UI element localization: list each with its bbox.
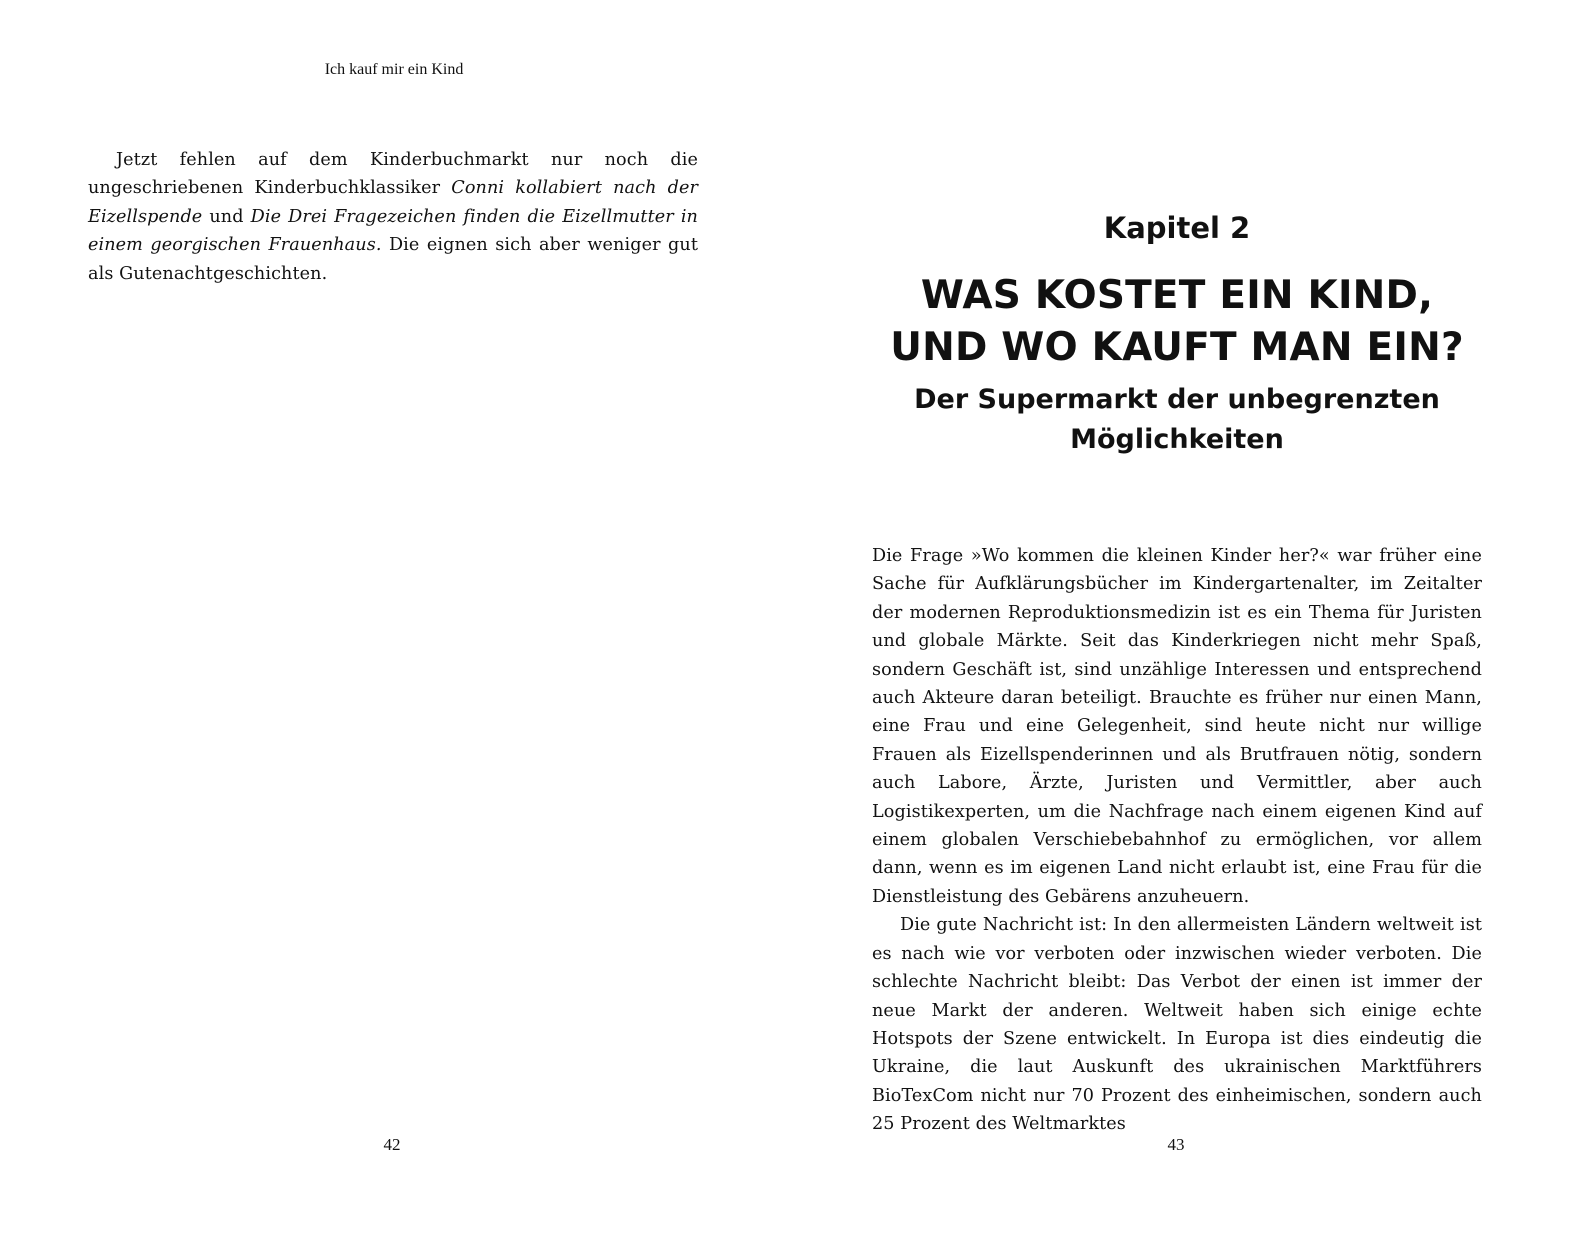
paragraph-text-3: Die eignen sich aber weniger gut als Gutenachtgeschichten. bbox=[88, 235, 698, 284]
chapter-title-line-2: UND WO KAUFT MAN EIN? bbox=[890, 325, 1464, 370]
left-paragraph bbox=[88, 146, 698, 288]
right-body-text bbox=[872, 542, 1482, 1139]
chapter-subtitle bbox=[872, 380, 1482, 460]
chapter-subtitle-line-1: Der Supermarkt der unbegrenzten bbox=[914, 384, 1440, 415]
paragraph-1: Die Frage »Wo kommen die kleinen Kinder her?« war früher eine Sache für Aufklärungsbücher im Kindergartenalter, im Zeitalter der modernen Reproduktionsmedizin ist es ein Thema für Juristen und globale Märkte. Seit das Kinderkriegen nicht mehr Spaß, sondern Geschäft ist, sind unzählige Interessen und entsprechend auch Akteure daran beteiligt. Brauchte es früher nur einen Mann, eine Frau und eine Gelegenheit, sind heute nicht nur willige Frauen als Eizellspenderinnen und als Brutfrauen nötig, sondern auch Labore, Ärzte, Juristen und Vermittler, aber auch Logistikexperten, um die Nachfrage nach einem eigenen Kind auf einem globalen Verschiebebahnhof zu ermöglichen, vor allem dann, wenn es im eigenen Land nicht erlaubt ist, eine Frau für die Dienstleistung des Gebärens anzuheuern. bbox=[872, 546, 1482, 907]
running-head: Ich kauf mir ein Kind bbox=[324, 61, 464, 78]
chapter-title bbox=[837, 270, 1517, 374]
right-page bbox=[797, 0, 1594, 1240]
page-number-left: 42 bbox=[383, 1135, 401, 1154]
paragraph-2: Die gute Nachricht ist: In den allermeisten Ländern weltweit ist es nach wie vor verboten oder inzwischen wieder verboten. Die schlechte Nachricht bleibt: Das Verbot der einen ist immer der neue Markt der anderen. Weltweit haben sich einige echte Hotspots der Szene entwickelt. In Europa ist dies eindeutig die Ukraine, die laut Auskunft des ukrainischen Marktführers BioTexCom nicht nur 70 Prozent des einheimischen, sondern auch 25 Prozent des Weltmarktes bbox=[872, 915, 1482, 1135]
page-number-right: 43 bbox=[1167, 1135, 1185, 1154]
paragraph-text-1: Jetzt fehlen auf dem Kinderbuchmarkt nur noch die ungeschriebenen Kinderbuchklassiker bbox=[88, 150, 698, 199]
book-title-conni: Conni kollabiert nach der Eizellspende bbox=[88, 178, 698, 227]
paragraph-text-2: und bbox=[202, 206, 251, 227]
book-title-fragezeichen: Die Drei Fragezeichen finden die Eizellmutter in einem georgischen Frauenhaus. bbox=[88, 206, 698, 256]
left-body-text bbox=[88, 146, 698, 288]
chapter-label: Kapitel 2 bbox=[1103, 211, 1251, 245]
chapter-title-line-1: WAS KOSTET EIN KIND, bbox=[920, 273, 1434, 318]
chapter-subtitle-line-2: Möglichkeiten bbox=[1070, 424, 1284, 455]
